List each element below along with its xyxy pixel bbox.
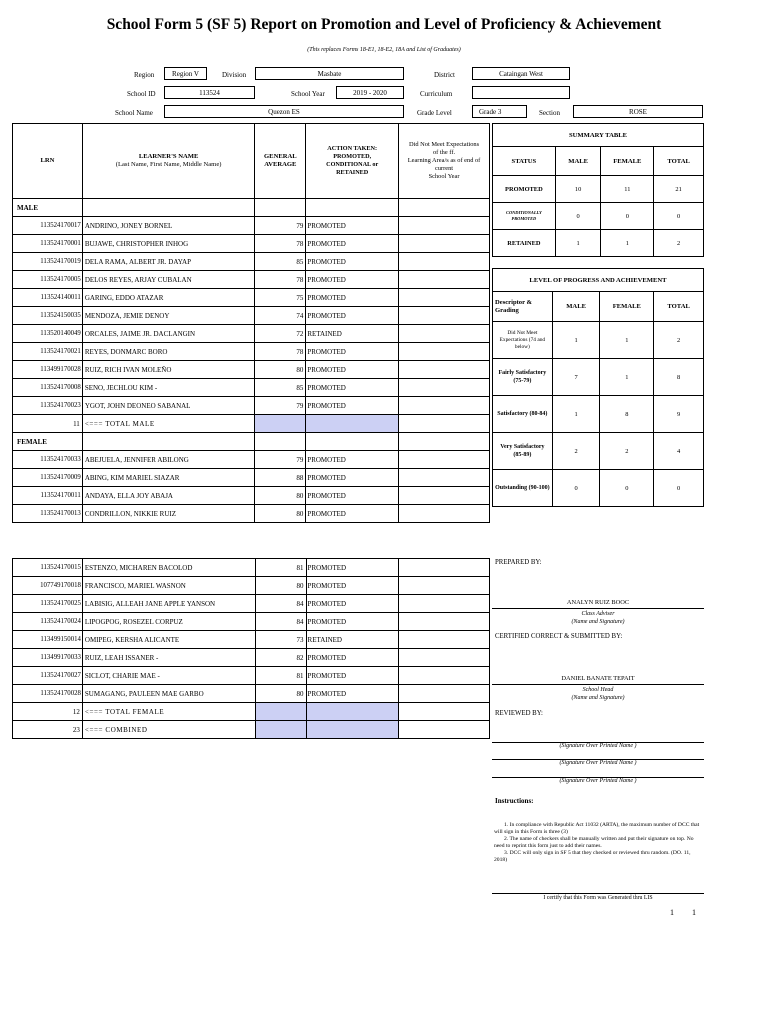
- learner-name: BUJAWE, CHRISTOPHER INHOG: [82, 235, 255, 253]
- learner-name: REYES, DONMARC BORO: [82, 343, 255, 361]
- table-row: [13, 361, 490, 379]
- table-row: [13, 595, 490, 613]
- learner-name: RUIZ, LEAH ISSANER -: [82, 649, 255, 667]
- school-id-field: 113524: [164, 86, 255, 99]
- learner-average: 79: [255, 217, 306, 235]
- prepared-by-label: PREPARED BY:: [495, 559, 542, 566]
- learner-average: 72: [255, 325, 306, 343]
- learner-lrn: 113524170009: [13, 469, 83, 487]
- page-title: School Form 5 (SF 5) Report on Promotion and Level of Proficiency & Achievement: [106, 16, 662, 33]
- region-field: Region V: [164, 67, 207, 80]
- table-row: [13, 271, 490, 289]
- region-label: Region: [134, 71, 155, 79]
- learner-name: SICLOT, CHARIE MAE -: [82, 667, 255, 685]
- learner-name: LABISIG, ALLEAH JANE APPLE YANSON: [82, 595, 255, 613]
- col-avg-line2: AVERAGE: [264, 161, 297, 168]
- learner-did-not-meet: [399, 505, 490, 523]
- adviser-signature-line: [492, 608, 704, 609]
- learner-action: PROMOTED: [306, 613, 399, 631]
- learner-lrn: 113524140011: [13, 289, 83, 307]
- summary-row: [493, 203, 704, 230]
- learner-lrn: 113524170005: [13, 271, 83, 289]
- progress-male: 1: [552, 396, 600, 433]
- district-field: Cataingan West: [472, 67, 570, 80]
- table-row: [13, 379, 490, 397]
- learner-average: 88: [255, 469, 306, 487]
- learner-did-not-meet: [399, 559, 490, 577]
- learner-action: PROMOTED: [306, 469, 399, 487]
- learner-lrn: 113524170019: [13, 253, 83, 271]
- reviewer3-hint: (Signature Over Printed Name ): [559, 778, 637, 784]
- page-number: 1: [670, 908, 674, 917]
- table-row: [13, 289, 490, 307]
- shaded-cell: [306, 703, 399, 721]
- learner-name: ORCALES, JAIME JR. DACLANGIN: [82, 325, 255, 343]
- male-section-label-row: [13, 199, 490, 217]
- learner-did-not-meet: [399, 289, 490, 307]
- learner-did-not-meet: [399, 343, 490, 361]
- adviser-hint: (Name and Signature): [571, 619, 625, 625]
- total-female-row: [13, 703, 490, 721]
- learner-did-not-meet: [399, 451, 490, 469]
- learner-average: 84: [255, 595, 306, 613]
- learner-did-not-meet: [399, 577, 490, 595]
- summary-h-total: TOTAL: [654, 147, 704, 176]
- grade-level-label: Grade Level: [417, 109, 452, 117]
- col-action: [306, 124, 399, 199]
- learner-average: 79: [255, 397, 306, 415]
- col-name-sub: (Last Name, First Name, Middle Name): [115, 161, 222, 168]
- learner-name: DELOS REYES, ARJAY CUBALAN: [82, 271, 255, 289]
- learner-lrn: 113524170015: [13, 559, 83, 577]
- learner-name: ANDRINO, JONEY BORNEL: [82, 217, 255, 235]
- progress-total: 8: [654, 359, 704, 396]
- summary-row: [493, 230, 704, 257]
- learner-did-not-meet: [399, 361, 490, 379]
- learner-average: 81: [255, 667, 306, 685]
- table-row: [13, 577, 490, 595]
- summary-female: 0: [601, 203, 654, 230]
- learner-action: PROMOTED: [306, 397, 399, 415]
- progress-label: Did Not Meet Expectations (74 and below): [493, 322, 553, 359]
- col-dn-line4: current: [434, 165, 454, 172]
- learner-action: PROMOTED: [306, 577, 399, 595]
- learner-action: PROMOTED: [306, 271, 399, 289]
- school-year-field: 2019 - 2020: [336, 86, 404, 99]
- school-id-label: School ID: [127, 90, 156, 98]
- summary-title: SUMMARY TABLE: [493, 124, 704, 147]
- table-row: [13, 253, 490, 271]
- progress-female: 1: [600, 359, 654, 396]
- head-name: DANIEL BANATE TEPAIT: [561, 675, 635, 682]
- learner-lrn: 113499170028: [13, 361, 83, 379]
- learner-lrn: 113524150035: [13, 307, 83, 325]
- learner-name: ESTENZO, MICHAREN BACOLOD: [82, 559, 255, 577]
- learner-lrn: 107749170018: [13, 577, 83, 595]
- blank-cell: [399, 415, 490, 433]
- instructions-title: Instructions:: [495, 797, 534, 805]
- division-field: Masbate: [255, 67, 404, 80]
- learners-table-continued: [12, 558, 490, 739]
- summary-h-male: MALE: [555, 147, 601, 176]
- combined-label: <=== COMBINED: [82, 721, 255, 739]
- learner-action: PROMOTED: [306, 595, 399, 613]
- col-lrn: LRN: [13, 124, 83, 199]
- learner-did-not-meet: [399, 667, 490, 685]
- table-row: [13, 505, 490, 523]
- learner-action: PROMOTED: [306, 343, 399, 361]
- blank-cell: [306, 433, 399, 451]
- instructions-body: [494, 822, 704, 864]
- learner-average: 80: [255, 487, 306, 505]
- col-act-line4: RETAINED: [336, 169, 369, 176]
- progress-female: 0: [600, 470, 654, 507]
- learner-lrn: 113520140049: [13, 325, 83, 343]
- blank-cell: [306, 199, 399, 217]
- learner-action: PROMOTED: [306, 667, 399, 685]
- learner-lrn: 113524170017: [13, 217, 83, 235]
- progress-male: 1: [552, 322, 600, 359]
- progress-h-male: MALE: [552, 292, 600, 322]
- learner-name: OMIPEG, KERSHA ALICANTE: [82, 631, 255, 649]
- col-act-line2: PROMOTED,: [333, 153, 372, 160]
- shaded-cell: [306, 415, 399, 433]
- table-row: [13, 649, 490, 667]
- summary-total: 21: [654, 176, 704, 203]
- learner-action: PROMOTED: [306, 307, 399, 325]
- blank-cell: [399, 721, 490, 739]
- learner-lrn: 113524170027: [13, 667, 83, 685]
- summary-total: 2: [654, 230, 704, 257]
- blank-cell: [255, 199, 306, 217]
- table-row: [13, 469, 490, 487]
- section-label: Section: [539, 109, 560, 117]
- learner-name: CONDRILLON, NIKKIE RUIZ: [82, 505, 255, 523]
- progress-title: LEVEL OF PROGRESS AND ACHIEVEMENT: [493, 269, 704, 292]
- progress-total: 2: [654, 322, 704, 359]
- learner-action: PROMOTED: [306, 505, 399, 523]
- learner-action: PROMOTED: [306, 487, 399, 505]
- learner-action: PROMOTED: [306, 649, 399, 667]
- learner-name: MENDOZA, JEMIE DENOY: [82, 307, 255, 325]
- summary-male: 0: [555, 203, 601, 230]
- school-name-field: Quezon ES: [164, 105, 404, 118]
- shaded-cell: [306, 721, 399, 739]
- col-name-title: LEARNER'S NAME: [138, 153, 199, 160]
- learner-did-not-meet: [399, 469, 490, 487]
- learner-did-not-meet: [399, 631, 490, 649]
- learner-average: 82: [255, 649, 306, 667]
- learner-action: PROMOTED: [306, 235, 399, 253]
- page-subtitle: (This replaces Forms 18-E1, 18-E2, 18A and List of Graduates): [307, 47, 461, 53]
- summary-label: PROMOTED: [493, 176, 556, 203]
- learner-lrn: 113524170011: [13, 487, 83, 505]
- learner-did-not-meet: [399, 253, 490, 271]
- learner-did-not-meet: [399, 613, 490, 631]
- learner-lrn: 113499170033: [13, 649, 83, 667]
- table-row: [13, 343, 490, 361]
- learner-average: 79: [255, 451, 306, 469]
- progress-total: 4: [654, 433, 704, 470]
- learner-did-not-meet: [399, 595, 490, 613]
- blank-cell: [82, 433, 255, 451]
- learner-action: RETAINED: [306, 325, 399, 343]
- blank-cell: [255, 433, 306, 451]
- learner-action: RETAINED: [306, 631, 399, 649]
- head-signature-line: [492, 684, 704, 685]
- learner-average: 78: [255, 343, 306, 361]
- learner-lrn: 113524170021: [13, 343, 83, 361]
- learner-did-not-meet: [399, 271, 490, 289]
- total-male-count: 11: [13, 415, 83, 433]
- learner-average: 74: [255, 307, 306, 325]
- learner-action: PROMOTED: [306, 361, 399, 379]
- learner-did-not-meet: [399, 649, 490, 667]
- reviewer1-hint: (Signature Over Printed Name ): [559, 743, 637, 749]
- progress-label: Outstanding (90-100): [493, 470, 553, 507]
- instruction-item: 1. In compliance with Republic Act 11032 (ARTA), the maximum number of DCC that will sign in this Form is three (3): [494, 822, 700, 835]
- learner-action: PROMOTED: [306, 253, 399, 271]
- col-dn-line3: Learning Area/s as of end of: [407, 157, 481, 164]
- learner-name: DELA RAMA, ALBERT JR. DAYAP: [82, 253, 255, 271]
- table-row: [13, 631, 490, 649]
- table-header-row: [13, 124, 490, 199]
- col-avg-line1: GENERAL: [264, 153, 297, 160]
- table-row: [13, 235, 490, 253]
- learner-name: RUIZ, RICH IVAN MOLEÑO: [82, 361, 255, 379]
- table-row: [13, 487, 490, 505]
- learner-lrn: 113524170013: [13, 505, 83, 523]
- learner-average: 78: [255, 271, 306, 289]
- learner-action: PROMOTED: [306, 685, 399, 703]
- female-section-label-row: [13, 433, 490, 451]
- grade-level-field: Grade 3: [472, 105, 527, 118]
- table-row: [13, 685, 490, 703]
- section-field: ROSE: [573, 105, 703, 118]
- learner-average: 80: [255, 505, 306, 523]
- learner-lrn: 113524170001: [13, 235, 83, 253]
- certify-line: [492, 893, 704, 894]
- col-did-not-meet: [399, 124, 490, 199]
- summary-table: [492, 123, 704, 257]
- adviser-name: ANALYN RUIZ BOOC: [566, 599, 630, 606]
- table-row: [13, 397, 490, 415]
- learner-name: ABEJUELA, JENNIFER ABILONG: [82, 451, 255, 469]
- learner-average: 78: [255, 235, 306, 253]
- reviewer2-hint: (Signature Over Printed Name ): [559, 760, 637, 766]
- lis-certify: I certify that this Form was Generated thru LIS: [543, 895, 653, 901]
- school-name-label: School Name: [115, 109, 153, 117]
- col-name: [82, 124, 255, 199]
- district-label: District: [434, 71, 455, 79]
- blank-cell: [399, 199, 490, 217]
- col-act-line3: CONDITIONAL or: [326, 161, 379, 168]
- progress-female: 1: [600, 322, 654, 359]
- learner-average: 80: [255, 577, 306, 595]
- learner-name: SUMAGANG, PAULEEN MAE GARBO: [82, 685, 255, 703]
- combined-count: 23: [13, 721, 83, 739]
- progress-female: 8: [600, 396, 654, 433]
- school-year-label: School Year: [291, 90, 325, 98]
- learner-action: PROMOTED: [306, 559, 399, 577]
- learner-name: SENO, JECHLOU KIM -: [82, 379, 255, 397]
- col-dn-line5: School Year: [428, 173, 460, 180]
- learner-name: ANDAYA, ELLA JOY ABAJA: [82, 487, 255, 505]
- total-male-label: <=== TOTAL MALE: [82, 415, 255, 433]
- learner-did-not-meet: [399, 397, 490, 415]
- instruction-item: 3. DCC will only sign in SF 5 that they checked or reviewed thru random. (DO. 11, 2018): [494, 850, 691, 863]
- learner-did-not-meet: [399, 307, 490, 325]
- head-role: School Head: [582, 687, 614, 693]
- learners-table: [12, 123, 490, 523]
- learner-lrn: 113524170033: [13, 451, 83, 469]
- adviser-role: Class Adviser: [581, 611, 615, 617]
- col-dn-line2: of the ff.: [432, 149, 456, 156]
- learner-did-not-meet: [399, 685, 490, 703]
- learner-average: 84: [255, 613, 306, 631]
- learner-lrn: 113524170023: [13, 397, 83, 415]
- progress-total: 9: [654, 396, 704, 433]
- learner-average: 80: [255, 361, 306, 379]
- learner-average: 75: [255, 289, 306, 307]
- head-hint: (Name and Signature): [571, 695, 625, 701]
- combined-row: [13, 721, 490, 739]
- learner-average: 73: [255, 631, 306, 649]
- total-male-row: [13, 415, 490, 433]
- summary-female: 1: [601, 230, 654, 257]
- summary-h-female: FEMALE: [601, 147, 654, 176]
- learner-name: GARING, EDDO ATAZAR: [82, 289, 255, 307]
- learner-name: YGOT, JOHN DEONEO SABANAL: [82, 397, 255, 415]
- learner-lrn: 113524170024: [13, 613, 83, 631]
- learner-action: PROMOTED: [306, 217, 399, 235]
- male-section-label: MALE: [13, 199, 83, 217]
- progress-label: Fairly Satisfactory (75-79): [493, 359, 553, 396]
- summary-total: 0: [654, 203, 704, 230]
- learner-name: LIPOGPOG, ROSEZEL CORPUZ: [82, 613, 255, 631]
- summary-label: RETAINED: [493, 230, 556, 257]
- learner-lrn: 113499150014: [13, 631, 83, 649]
- progress-male: 0: [552, 470, 600, 507]
- summary-female: 11: [601, 176, 654, 203]
- blank-cell: [399, 433, 490, 451]
- progress-total: 0: [654, 470, 704, 507]
- progress-row: [493, 359, 704, 396]
- table-row: [13, 451, 490, 469]
- progress-male: 2: [552, 433, 600, 470]
- learner-did-not-meet: [399, 235, 490, 253]
- progress-h-total: TOTAL: [654, 292, 704, 322]
- progress-female: 2: [600, 433, 654, 470]
- table-row: [13, 559, 490, 577]
- col-average: [255, 124, 306, 199]
- table-row: [13, 307, 490, 325]
- instruction-item: 2. The name of checkers shall be manually written and put their signature on top. No need to reprint this form just to add their names.: [494, 836, 694, 849]
- total-female-count: 12: [13, 703, 83, 721]
- progress-h-female: FEMALE: [600, 292, 654, 322]
- blank-cell: [82, 199, 255, 217]
- table-row: [13, 667, 490, 685]
- learner-lrn: 113524170025: [13, 595, 83, 613]
- progress-row: [493, 433, 704, 470]
- page-total: 1: [692, 908, 696, 917]
- learner-did-not-meet: [399, 325, 490, 343]
- learner-action: PROMOTED: [306, 451, 399, 469]
- progress-table: [492, 268, 704, 507]
- learner-name: FRANCISCO, MARIEL WASNON: [82, 577, 255, 595]
- learner-did-not-meet: [399, 379, 490, 397]
- summary-male: 10: [555, 176, 601, 203]
- progress-male: 7: [552, 359, 600, 396]
- blank-cell: [399, 703, 490, 721]
- total-female-label: <=== TOTAL FEMALE: [82, 703, 255, 721]
- progress-row: [493, 396, 704, 433]
- summary-label: CONDITIONALLY PROMOTED: [493, 203, 556, 230]
- division-label: Division: [222, 71, 247, 79]
- col-act-line1: ACTION TAKEN:: [327, 145, 378, 152]
- learner-average: 80: [255, 685, 306, 703]
- col-dn-line1: Did Not Meet Expectations: [408, 141, 480, 148]
- learner-action: PROMOTED: [306, 289, 399, 307]
- learner-average: 85: [255, 379, 306, 397]
- progress-row: [493, 322, 704, 359]
- learner-lrn: 113524170008: [13, 379, 83, 397]
- table-row: [13, 325, 490, 343]
- summary-row: [493, 176, 704, 203]
- progress-label: Very Satisfactory (85-89): [493, 433, 553, 470]
- learner-lrn: 113524170028: [13, 685, 83, 703]
- learner-name: ABING, KIM MARIEL SIAZAR: [82, 469, 255, 487]
- table-row: [13, 217, 490, 235]
- summary-h-status: STATUS: [493, 147, 556, 176]
- shaded-cell: [255, 703, 306, 721]
- shaded-cell: [255, 721, 306, 739]
- reviewed-by-label: REVIEWED BY:: [495, 710, 543, 717]
- progress-h-desc: Descriptor & Grading: [493, 292, 553, 322]
- progress-label: Satisfactory (80-84): [493, 396, 553, 433]
- learner-did-not-meet: [399, 217, 490, 235]
- certified-label: CERTIFIED CORRECT & SUBMITTED BY:: [495, 633, 623, 640]
- shaded-cell: [255, 415, 306, 433]
- learner-average: 81: [255, 559, 306, 577]
- female-section-label: FEMALE: [13, 433, 83, 451]
- learner-average: 85: [255, 253, 306, 271]
- table-row: [13, 613, 490, 631]
- learner-did-not-meet: [399, 487, 490, 505]
- curriculum-label: Curriculum: [420, 90, 453, 98]
- summary-male: 1: [555, 230, 601, 257]
- curriculum-field: [472, 86, 570, 99]
- progress-row: [493, 470, 704, 507]
- learner-action: PROMOTED: [306, 379, 399, 397]
